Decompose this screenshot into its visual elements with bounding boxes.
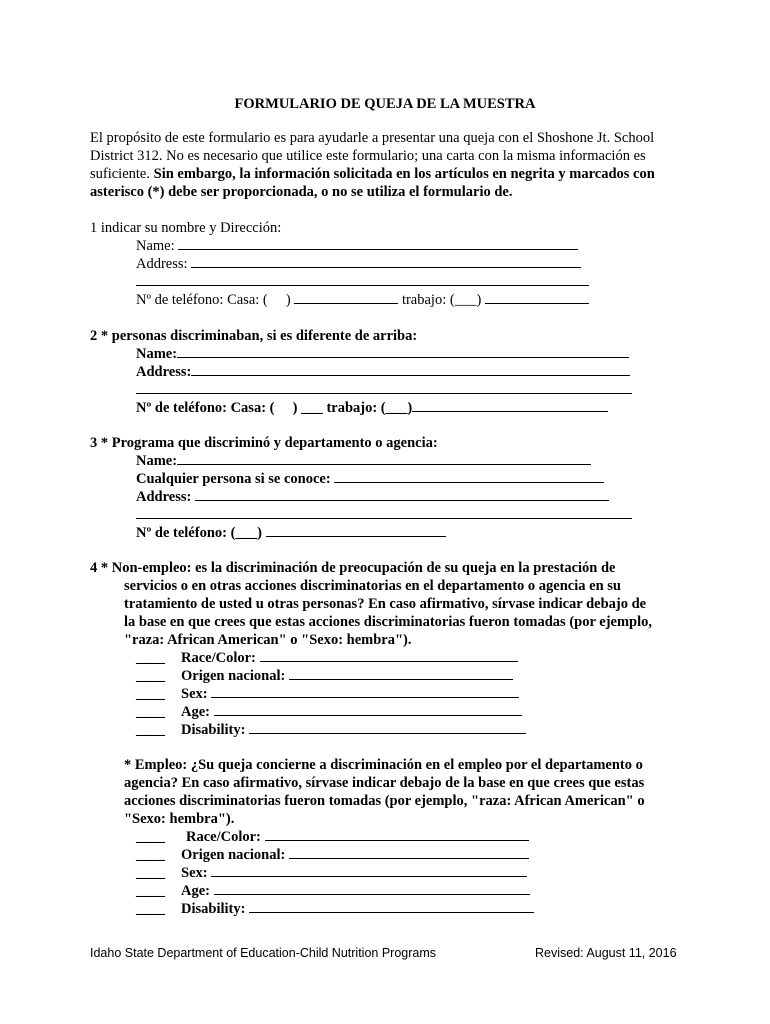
emp-age-row <box>136 882 165 900</box>
emp-disability-label: Disability: <box>181 901 246 917</box>
emp-origin-row <box>136 846 165 864</box>
s1-name-line[interactable] <box>178 237 578 250</box>
s4-text-line-5: "raza: African American" o "Sexo: hembra"). <box>124 632 412 648</box>
s4-origin-label: Origen nacional: <box>181 668 286 684</box>
s4-race-line[interactable] <box>260 649 518 662</box>
intro-line-2: District 312. No es necesario que utilice este formulario; una carta con la misma información es <box>90 148 646 164</box>
emp-age-checkbox[interactable]: ____ <box>136 883 165 899</box>
intro-line-4: asterisco (*) debe ser proporcionada, o no se utiliza el formulario de. <box>90 184 513 200</box>
s2-name-label: Name: <box>136 346 178 362</box>
intro-line-3 <box>90 165 655 183</box>
emp-text-line-1: * Empleo: ¿Su queja concierne a discriminación en el empleo por el departamento o <box>124 757 643 773</box>
emp-origin-line[interactable] <box>289 846 529 859</box>
s3-address-line-2[interactable] <box>136 506 632 519</box>
s1-address-line-2[interactable] <box>136 273 589 286</box>
emp-sex-field <box>181 864 527 882</box>
s4-origin-line[interactable] <box>289 667 513 680</box>
emp-sex-label: Sex: <box>181 865 208 881</box>
s4-age-row <box>136 703 165 721</box>
s1-home-phone-line[interactable] <box>294 291 398 304</box>
intro-line-3-bold: Sin embargo, la información solicitada en los artículos en negrita y marcados con <box>153 166 655 182</box>
s4-disability-label: Disability: <box>181 722 246 738</box>
emp-text-line-3: acciones discriminatorias fueron tomadas (por ejemplo, "raza: African American" o <box>124 793 645 809</box>
s4-sex-line[interactable] <box>211 685 519 698</box>
s3-name-row <box>136 452 591 470</box>
s4-disability-line[interactable] <box>249 721 526 734</box>
s4-text-line-3: tratamiento de usted u otras personas? En caso afirmativo, sírvase indicar debajo de <box>124 596 647 612</box>
s2-address-row <box>136 363 630 381</box>
s3-person-label: Cualquier persona si se conoce: <box>136 471 331 487</box>
s2-address-label: Address: <box>136 364 192 380</box>
footer-right: Revised: August 11, 2016 <box>535 946 677 960</box>
s3-phone-label: Nº de teléfono: (___) <box>136 525 262 541</box>
s4-origin-row <box>136 667 165 685</box>
s1-name-row <box>136 237 578 255</box>
emp-sex-row <box>136 864 165 882</box>
s1-phone-close: ) <box>285 292 291 308</box>
s3-name-label: Name: <box>136 453 178 469</box>
emp-origin-checkbox[interactable]: ____ <box>136 847 165 863</box>
s4-text-line-2: servicios o en otras acciones discriminatorias en el departamento o agencia en su <box>124 578 621 594</box>
s1-address-line[interactable] <box>191 255 581 268</box>
section-3-heading: 3 * Programa que discriminó y departamento o agencia: <box>90 435 438 451</box>
emp-age-field <box>181 882 530 900</box>
s4-sex-row <box>136 685 165 703</box>
s2-address-line-2[interactable] <box>136 381 632 394</box>
emp-text-line-4: "Sexo: hembra"). <box>124 811 235 827</box>
s3-address-row-2 <box>136 506 632 524</box>
emp-race-row <box>136 828 165 846</box>
s3-address-line[interactable] <box>195 488 609 501</box>
emp-disability-row <box>136 900 165 918</box>
s2-phone-label: Nº de teléfono: Casa: ( <box>136 400 275 416</box>
s2-name-line[interactable] <box>177 345 629 358</box>
emp-age-line[interactable] <box>214 882 530 895</box>
emp-text-line-2: agencia? En caso afirmativo, sírvase indicar debajo de la base en que crees que estas <box>124 775 645 791</box>
s2-name-row <box>136 345 629 363</box>
s4-race-label: Race/Color: <box>181 650 256 666</box>
emp-origin-label: Origen nacional: <box>181 847 286 863</box>
emp-disability-line[interactable] <box>249 900 534 913</box>
s4-disability-field <box>181 721 526 739</box>
emp-sex-line[interactable] <box>211 864 527 877</box>
s4-origin-checkbox[interactable]: ____ <box>136 668 165 684</box>
emp-disability-checkbox[interactable]: ____ <box>136 901 165 917</box>
s4-age-label: Age: <box>181 704 210 720</box>
section-2-heading: 2 * personas discriminaban, si es diferente de arriba: <box>90 328 418 344</box>
s4-race-row <box>136 649 165 667</box>
s4-sex-checkbox[interactable]: ____ <box>136 686 165 702</box>
s3-address-label: Address: <box>136 489 192 505</box>
s4-age-line[interactable] <box>214 703 522 716</box>
s1-address-label: Address: <box>136 256 188 272</box>
s4-race-field <box>181 649 518 667</box>
s4-age-field <box>181 703 522 721</box>
s3-address-row <box>136 488 609 506</box>
s4-text-line-1: 4 * Non-empleo: es la discriminación de preocupación de su queja en la prestación de <box>90 560 616 576</box>
emp-origin-field <box>181 846 529 864</box>
emp-race-checkbox[interactable]: ____ <box>136 829 165 845</box>
s1-name-label: Name: <box>136 238 175 254</box>
s2-address-row-2 <box>136 381 632 399</box>
s4-age-checkbox[interactable]: ____ <box>136 704 165 720</box>
s1-phone-row <box>136 291 589 309</box>
s3-phone-row <box>136 524 446 542</box>
footer-left: Idaho State Department of Education-Child Nutrition Programs <box>90 946 437 960</box>
s2-address-line[interactable] <box>191 363 630 376</box>
emp-race-field <box>186 828 529 846</box>
emp-race-line[interactable] <box>265 828 529 841</box>
s1-work-label: trabajo: (___) <box>401 292 482 308</box>
s4-race-checkbox[interactable]: ____ <box>136 650 165 666</box>
s2-phone-row <box>136 399 608 417</box>
section-1-heading: 1 indicar su nombre y Dirección: <box>90 220 282 236</box>
intro-line-1: El propósito de este formulario es para ayudarle a presentar una queja con el Shoshone Jt. School <box>90 130 655 146</box>
s2-work-phone-line[interactable] <box>412 399 608 412</box>
s4-disability-checkbox[interactable]: ____ <box>136 722 165 738</box>
intro-line-3-text: suficiente. <box>90 166 154 182</box>
emp-race-label: Race/Color: <box>186 829 261 845</box>
s3-person-row <box>136 470 604 488</box>
s4-disability-row <box>136 721 165 739</box>
s1-phone-label: Nº de teléfono: Casa: ( <box>136 292 268 308</box>
s4-sex-label: Sex: <box>181 686 208 702</box>
s2-phone-work: ) ___ trabajo: (___) <box>292 400 413 416</box>
s3-person-line[interactable] <box>334 470 604 483</box>
emp-sex-checkbox[interactable]: ____ <box>136 865 165 881</box>
s4-sex-field <box>181 685 519 703</box>
s1-address-row-2 <box>136 273 589 291</box>
s3-phone-line[interactable] <box>266 524 446 537</box>
s1-address-row <box>136 255 581 273</box>
s4-origin-field <box>181 667 513 685</box>
s1-work-phone-line[interactable] <box>485 291 589 304</box>
page-title: FORMULARIO DE QUEJA DE LA MUESTRA <box>234 96 536 112</box>
emp-disability-field <box>181 900 534 918</box>
emp-age-label: Age: <box>181 883 210 899</box>
s4-text-line-4: la base en que crees que estas acciones discriminatorias fueron tomadas (por ejemplo, <box>124 614 653 630</box>
s3-name-line[interactable] <box>177 452 591 465</box>
